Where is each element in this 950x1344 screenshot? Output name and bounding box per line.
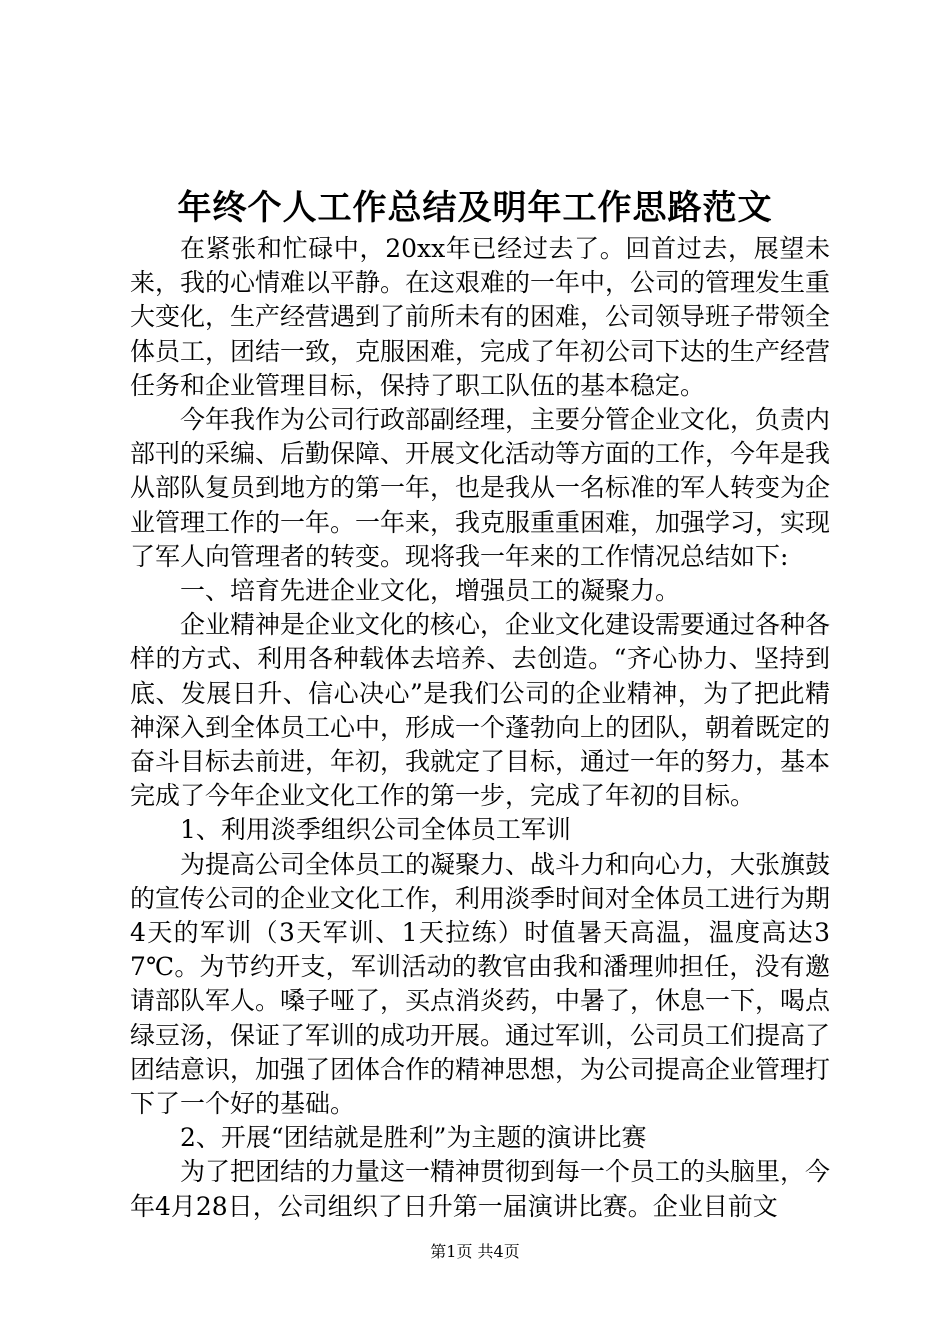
page-number-footer: 第1页 共4页 (430, 1242, 520, 1261)
paragraph-speech: 为了把团结的力量这一精神贯彻到每一个员工的头脑里，今年4月28日，公司组织了日升第一届演讲比赛。企业目前文 (130, 1157, 831, 1221)
paragraph-intro: 在紧张和忙碌中，20xx年已经过去了。回首过去，展望未来，我的心情难以平静。在这艰难的一年中，公司的管理发生重大变化，生产经营遇到了前所未有的困难，公司领导班子带领全体员工，团结一致，克服困难，完成了年初公司下达的生产经营任务和企业管理目标，保持了职工队伍的基本稳定。 (130, 234, 831, 400)
subheading-speech: 2、开展“团结就是胜利”为主题的演讲比赛 (180, 1123, 647, 1153)
paragraph-culture: 企业精神是企业文化的核心，企业文化建设需要通过各种各样的方式、利用各种载体去培养、去创造。“齐心协力、坚持到底、发展日升、信心决心”是我们公司的企业精神，为了把此精神深入到全体员工心中，形成一个蓬勃向上的团队，朝着既定的奋斗目标去前进，年初，我就定了目标，通过一年的努力，基本完成了今年企业文化工作的第一步，完成了年初的目标。 (130, 610, 831, 811)
document-title: 年终个人工作总结及明年工作思路范文 (177, 188, 773, 228)
paragraph-role: 今年我作为公司行政部副经理，主要分管企业文化，负责内部刊的采编、后勤保障、开展文化活动等方面的工作，今年是我从部队复员到地方的第一年，也是我从一名标准的军人转变为企业管理工作的一年。一年来，我克服重重困难，加强学习，实现了军人向管理者的转变。现将我一年来的工作情况总结如下: (130, 405, 831, 571)
paragraph-training: 为提高公司全体员工的凝聚力、战斗力和向心力，大张旗鼓的宣传公司的企业文化工作，利用淡季时间对全体员工进行为期4天的军训（3天军训、1天拉练）时值暑天高温，温度高达37℃。为节约开支，军训活动的教官由我和潘理帅担任，没有邀请部队军人。嗓子哑了，买点消炎药，中暑了，休息一下，喝点绿豆汤，保证了军训的成功开展。通过军训，公司员工们提高了团结意识，加强了团体合作的精神思想，为公司提高企业管理打下了一个好的基础。 (130, 849, 831, 1119)
document-body (130, 232, 830, 1224)
section-heading-1: 一、培育先进企业文化，增强员工的凝聚力。 (180, 576, 681, 606)
subheading-training: 1、利用淡季组织公司全体员工军训 (180, 815, 571, 845)
